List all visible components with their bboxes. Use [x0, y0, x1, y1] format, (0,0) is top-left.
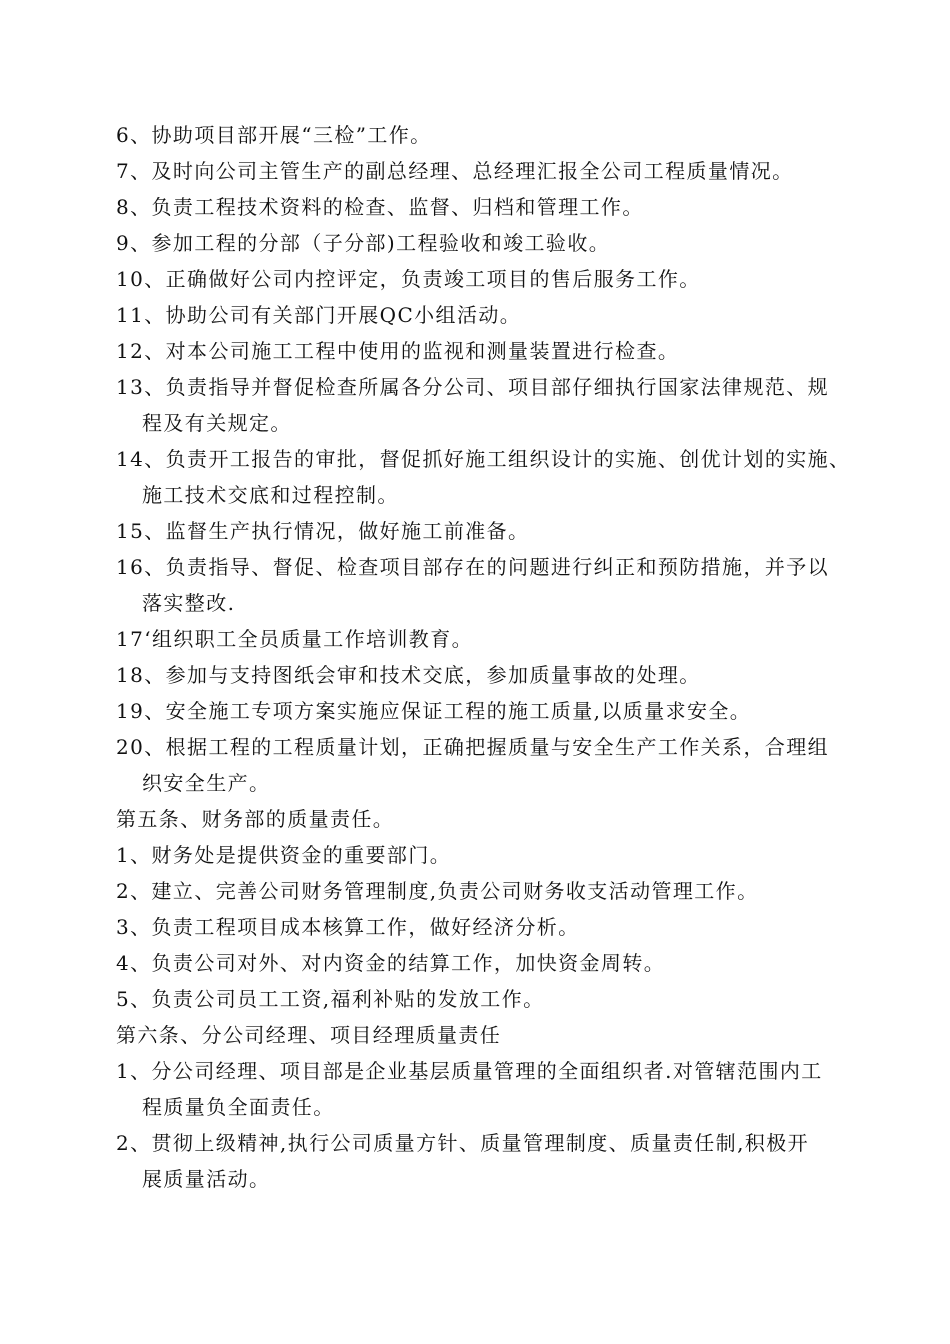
item-14: 14、负责开工报告的审批，督促抓好施工组织设计的实施、创优计划的实施、: [116, 447, 851, 471]
manager-item-1: 1、分公司经理、项目部是企业基层质量管理的全面组织者.对管辖范围内工: [116, 1059, 823, 1083]
item-17: 17‘组织职工全员质量工作培训教育。: [116, 627, 474, 651]
manager-item-2-continuation: 展质量活动。: [142, 1167, 271, 1191]
item-13: 13、负责指导并督促检查所属各分公司、项目部仔细执行国家法律规范、规: [116, 375, 830, 399]
section-heading-article-5: 第五条、财务部的质量责任。: [116, 807, 395, 831]
item-7: 7、及时向公司主管生产的副总经理、总经理汇报全公司工程质量情况。: [116, 159, 794, 183]
item-11: 11、协助公司有关部门开展QC小组活动。: [116, 303, 522, 327]
item-18: 18、参加与支持图纸会审和技术交底，参加质量事故的处理。: [116, 663, 701, 687]
item-19: 19、安全施工专项方案实施应保证工程的施工质量,以质量求安全。: [116, 699, 752, 723]
item-14-continuation: 施工技术交底和过程控制。: [142, 483, 399, 507]
item-16-continuation: 落实整改.: [142, 591, 236, 615]
item-12: 12、对本公司施工工程中使用的监视和测量装置进行检查。: [116, 339, 680, 363]
item-16: 16、负责指导、督促、检查项目部存在的问题进行纠正和预防措施，并予以: [116, 555, 830, 579]
item-20: 20、根据工程的工程质量计划，正确把握质量与安全生产工作关系，合理组: [116, 735, 830, 759]
finance-item-5: 5、负责公司员工工资,福利补贴的发放工作。: [116, 987, 545, 1011]
finance-item-1: 1、财务处是提供资金的重要部门。: [116, 843, 452, 867]
item-6: 6、协助项目部开展“三检”工作。: [116, 123, 432, 147]
finance-item-2: 2、建立、完善公司财务管理制度,负责公司财务收支活动管理工作。: [116, 879, 759, 903]
finance-item-4: 4、负责公司对外、对内资金的结算工作，加快资金周转。: [116, 951, 666, 975]
item-9: 9、参加工程的分部（子分部)工程验收和竣工验收。: [116, 231, 611, 255]
item-13-continuation: 程及有关规定。: [142, 411, 292, 435]
document-body: [116, 117, 876, 1197]
section-heading-article-6: 第六条、分公司经理、项目经理质量责任: [116, 1023, 502, 1047]
item-20-continuation: 织安全生产。: [142, 771, 271, 795]
item-10: 10、正确做好公司内控评定，负责竣工项目的售后服务工作。: [116, 267, 701, 291]
finance-item-3: 3、负责工程项目成本核算工作，做好经济分析。: [116, 915, 580, 939]
item-8: 8、负责工程技术资料的检查、监督、归档和管理工作。: [116, 195, 644, 219]
item-15: 15、监督生产执行情况，做好施工前准备。: [116, 519, 530, 543]
manager-item-1-continuation: 程质量负全面责任。: [142, 1095, 335, 1119]
manager-item-2: 2、贯彻上级精神,执行公司质量方针、质量管理制度、质量责任制,积极开: [116, 1131, 810, 1155]
